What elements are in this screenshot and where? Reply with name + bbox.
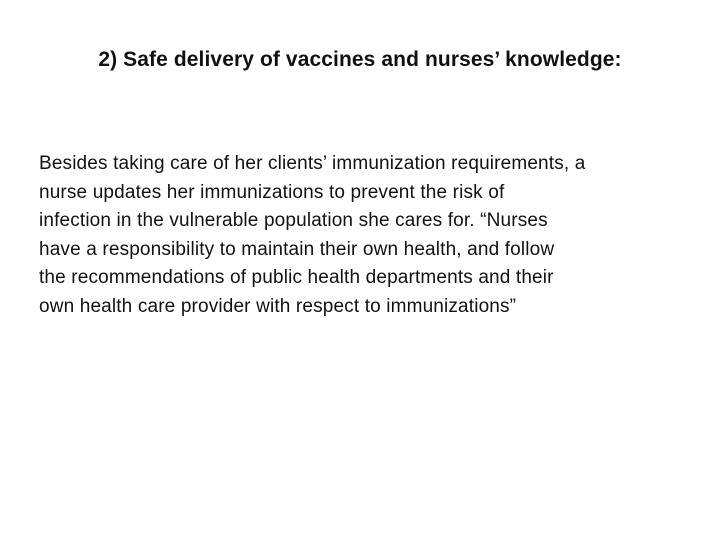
slide-title: 2) Safe delivery of vaccines and nurses’ knowledge:	[98, 48, 622, 71]
slide-body-text: Besides taking care of her clients’ immunization requirements, a nurse updates her immunizations to prevent the risk of infection in the vulnerable population she cares for. “Nurses have a responsibility to maintain their own health, and follow the recommendations of public health departments and their own health care provider with respect to immunizations”	[39, 153, 586, 317]
